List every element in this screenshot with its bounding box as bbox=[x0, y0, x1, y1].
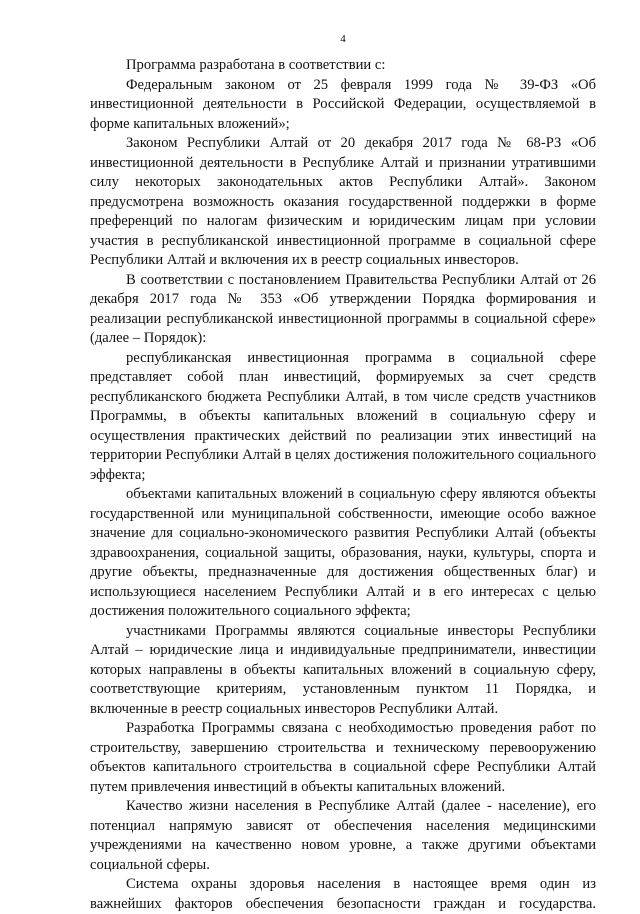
paragraph-quality-of-life: Качество жизни населения в Республике Алтай (далее - население), его потенциал напрямую зависят от обеспечения населения медицинскими учреждениями на качественно новом уровне, а также другими объектами социальной сферы. bbox=[90, 798, 596, 873]
paragraph-program-definition: республиканская инвестиционная программа в социальной сфере представляет собой план инвестиций, формируемых за счет средств республиканского бюджета Республики Алтай, в том числе средств участников Программы, в объекты капитальных вложений в социальную сферу и осуществления практических действий по реализации этих инвестиций на территории Республики Алтай в целях достижения положительного социального эффекта; bbox=[90, 349, 596, 483]
page-number: 4 bbox=[340, 33, 346, 45]
paragraph-intro: Программа разработана в соответствии с: bbox=[126, 57, 386, 73]
paragraph-government-resolution: В соответствии с постановлением Правительства Республики Алтай от 26 декабря 2017 года № 353 «Об утверждении Порядка формирования и реализации республиканской инвестиционной программы в социальной сфере» (далее – Порядок): bbox=[90, 271, 596, 346]
paragraph-regional-law: Законом Республики Алтай от 20 декабря 2017 года № 68-РЗ «Об инвестиционной деятельности в Республике Алтай и признании утратившими силу некоторых законодательных актов Республики Алтай». Законом предусмотрена возможность оказания государственной поддержки в форме преференций по налогам физическим и юридическим лицам при условии участия в республиканской инвестиционной программе в социальной сфере Республики Алтай и включения их в реестр социальных инвесторов. bbox=[90, 135, 596, 268]
paragraph-federal-law: Федеральным законом от 25 февраля 1999 года № 39-ФЗ «Об инвестиционной деятельности в Российской Федерации, осуществляемой в форме капитальных вложений»; bbox=[90, 76, 596, 132]
paragraph-health-system: Система охраны здоровья населения в настоящее время один из важнейших факторов обеспечения безопасности граждан и государства. bbox=[90, 876, 596, 912]
paragraph-program-development: Разработка Программы связана с необходимостью проведения работ по строительству, завершению строительства и техническому перевооружению объектов капитального строительства в социальной сфере Республики Алтай путем привлечения инвестиций в объекты капитальных вложений. bbox=[90, 720, 596, 795]
document-page bbox=[90, 0, 596, 912]
paragraph-participants: участниками Программы являются социальные инвесторы Республики Алтай – юридические лица и индивидуальные предприниматели, инвестиции которых направлены в объекты капитальных вложений в социальную сферу, соответствующие критериям, установленным пунктом 11 Порядка, и включенные в реестр социальных инвесторов Республики Алтай. bbox=[90, 622, 596, 717]
document-body bbox=[90, 56, 596, 914]
paragraph-capital-objects: объектами капитальных вложений в социальную сферу являются объекты государственной или муниципальной собственности, имеющие особо важное значение для социально-экономического развития Республики Алтай (объекты здравоохранения, социальной защиты, образования, науки, культуры, спорта и другие объекты, предназначенные для достижения общественных благ) и использующиеся населением Республики Алтай и в его интересах с целью достижения положительного социального эффекта; bbox=[90, 486, 596, 619]
